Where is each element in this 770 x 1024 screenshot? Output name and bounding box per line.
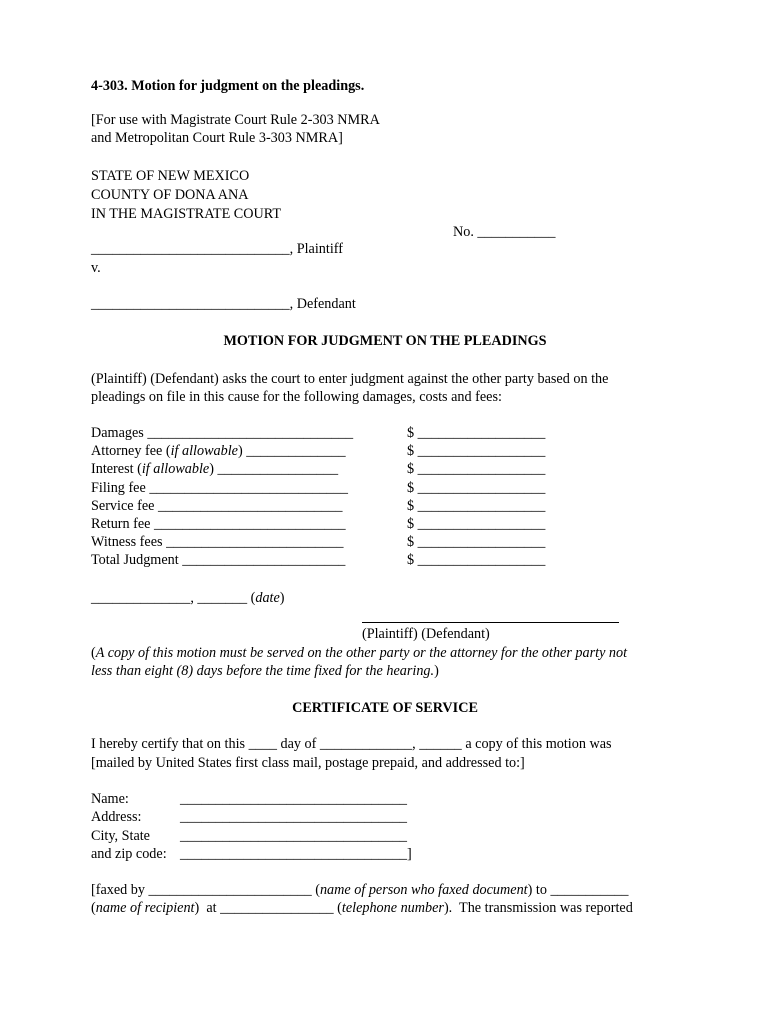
fee-label-attorney[interactable]: Attorney fee (if allowable) ______________ — [91, 443, 346, 459]
address-field-city-state[interactable]: ________________________________ — [180, 828, 407, 844]
versus-label: v. — [91, 260, 101, 276]
signature-caption: (Plaintiff) (Defendant) — [362, 626, 490, 642]
address-field-zip[interactable]: ________________________________] — [180, 846, 412, 862]
fee-label-return[interactable]: Return fee ___________________________ — [91, 516, 346, 532]
fee-label-service[interactable]: Service fee __________________________ — [91, 498, 343, 514]
use-note-line-1: [For use with Magistrate Court Rule 2-303 NMRA — [91, 112, 380, 128]
fee-label-filing[interactable]: Filing fee ____________________________ — [91, 480, 348, 496]
motion-text-line-2: pleadings on file in this cause for the following damages, costs and fees: — [91, 389, 502, 405]
case-number-field[interactable]: No. ___________ — [453, 224, 556, 240]
address-label-city-state: City, State — [91, 828, 150, 844]
service-note-line-1: (A copy of this motion must be served on the other party or the attorney for the other party not — [91, 645, 628, 661]
fee-label-interest[interactable]: Interest (if allowable) _________________ — [91, 461, 339, 477]
fee-label-witness[interactable]: Witness fees _________________________ — [91, 534, 344, 550]
fee-amount-total[interactable]: $ __________________ — [407, 552, 546, 568]
fee-amount-interest[interactable]: $ __________________ — [407, 461, 546, 477]
fax-line-2[interactable]: (name of recipient) at ________________ (telephone number). The transmission was reported — [91, 900, 633, 916]
court-state: STATE OF NEW MEXICO — [91, 168, 250, 184]
court-name: IN THE MAGISTRATE COURT — [91, 206, 282, 222]
address-label-zip: and zip code: — [91, 846, 167, 862]
fee-amount-service[interactable]: $ __________________ — [407, 498, 546, 514]
fax-line-1[interactable]: [faxed by _______________________ (name of person who faxed document) to ___________ — [91, 882, 629, 898]
certify-line-1[interactable]: I hereby certify that on this ____ day of _____________, ______ a copy of this motion was — [91, 736, 612, 752]
form-heading: 4-303. Motion for judgment on the pleadings. — [91, 78, 365, 94]
fee-label-total[interactable]: Total Judgment _______________________ — [91, 552, 346, 568]
certificate-title: CERTIFICATE OF SERVICE — [292, 700, 478, 716]
fee-amount-return[interactable]: $ __________________ — [407, 516, 546, 532]
fee-amount-attorney[interactable]: $ __________________ — [407, 443, 546, 459]
address-label-name: Name: — [91, 791, 129, 807]
fee-amount-damages[interactable]: $ __________________ — [407, 425, 546, 441]
address-label-address: Address: — [91, 809, 142, 825]
defendant-field[interactable]: ____________________________, Defendant — [91, 296, 356, 312]
certify-line-2: [mailed by United States first class mail, postage prepaid, and addressed to:] — [91, 755, 525, 771]
date-field[interactable]: ______________, _______ (date) — [91, 590, 285, 606]
address-field-address[interactable]: ________________________________ — [180, 809, 407, 825]
plaintiff-field[interactable]: ____________________________, Plaintiff — [91, 241, 343, 257]
motion-text-line-1: (Plaintiff) (Defendant) asks the court to enter judgment against the other party based on the — [91, 371, 609, 387]
service-note-line-2: less than eight (8) days before the time fixed for the hearing.) — [91, 663, 439, 679]
signature-line[interactable] — [362, 622, 619, 623]
fee-amount-filing[interactable]: $ __________________ — [407, 480, 546, 496]
use-note-line-2: and Metropolitan Court Rule 3-303 NMRA] — [91, 130, 343, 146]
fee-amount-witness[interactable]: $ __________________ — [407, 534, 546, 550]
address-field-name[interactable]: ________________________________ — [180, 791, 407, 807]
court-county: COUNTY OF DONA ANA — [91, 187, 249, 203]
motion-title: MOTION FOR JUDGMENT ON THE PLEADINGS — [223, 333, 547, 349]
fee-label-damages[interactable]: Damages _____________________________ — [91, 425, 354, 441]
